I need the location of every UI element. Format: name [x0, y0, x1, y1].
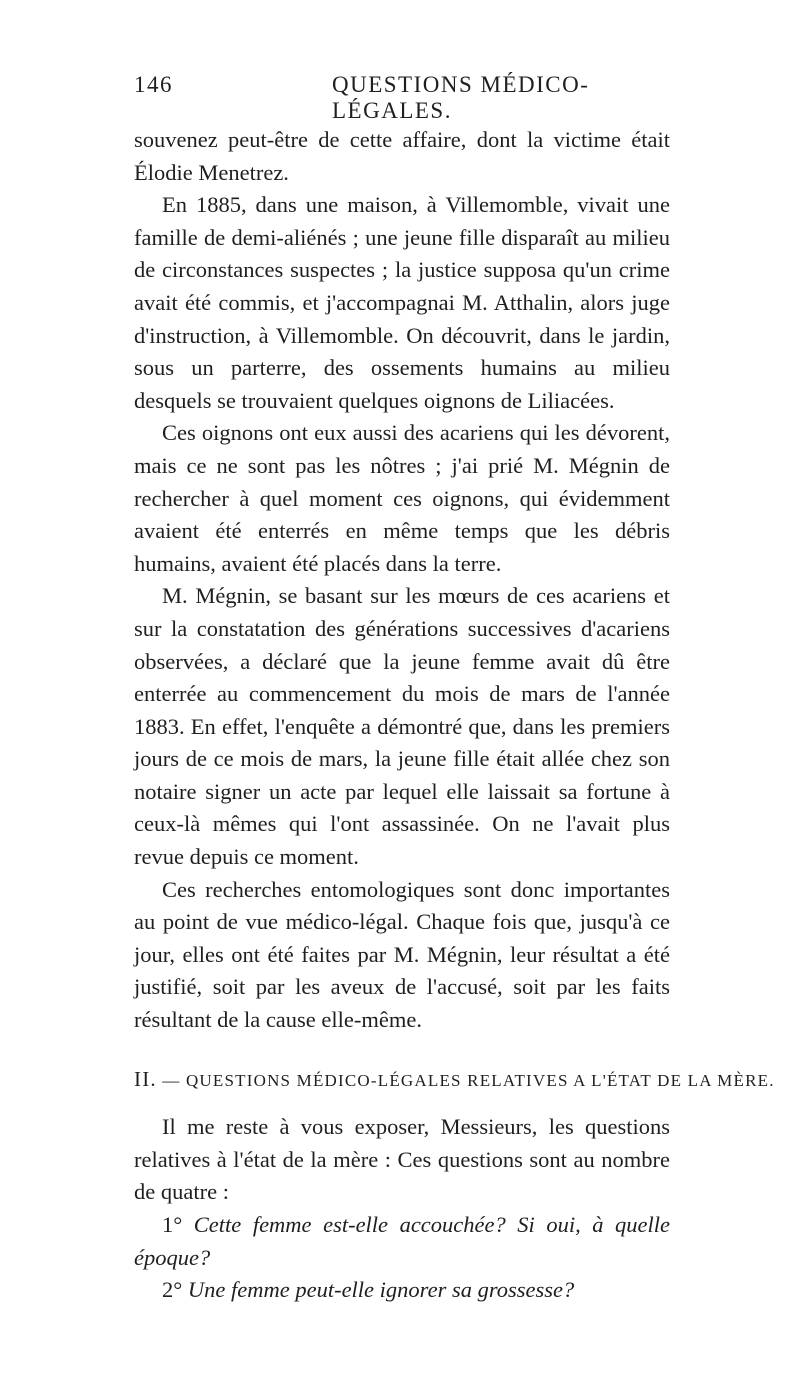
paragraph: En 1885, dans une maison, à Villemomble, vivait une famille de demi-aliénés ; une jeune fille disparaît au milieu de circonstances suspectes ; la justice supposa qu'un crime avait été commis, et j'accompagnai M. Atthalin, alors juge d'instruction, à Villemomble. On découvrit, dans le jardin, sous un parterre, des ossements humains au milieu desquels se trouvaient quelques oignons de Liliacées.: [134, 192, 670, 413]
running-title: QUESTIONS MÉDICO-LÉGALES.: [332, 72, 590, 123]
body-text: [134, 124, 775, 1307]
paragraph: Ces oignons ont eux aussi des acariens qui les dévorent, mais ce ne sont pas les nôtres ; j'ai prié M. Mégnin de rechercher à quel moment ces oignons, qui évidemment avaient été enterrés en même temps que les débris humains, avaient été placés dans la terre.: [134, 420, 670, 576]
page-header: [134, 72, 666, 123]
section-intro: Il me reste à vous exposer, Messieurs, les questions relatives à l'état de la mère : Ces questions sont au nombre de quatre :: [134, 1114, 670, 1205]
question-text: Une femme peut-elle ignorer sa grossesse?: [187, 1277, 575, 1303]
question-number: 1°: [162, 1212, 183, 1237]
paragraph-continuation: souvenez peut-être de cette affaire, dont la victime était Élodie Menetrez.: [134, 127, 670, 185]
question-item: [134, 1209, 670, 1274]
paragraph: Ces recherches entomologiques sont donc importantes au point de vue médico-légal. Chaque fois que, jusqu'à ce jour, elles ont été faites par M. Mégnin, leur résultat a été justifié, soit par les aveux de l'accusé, soit par les faits résultant de la cause elle-même.: [134, 876, 670, 1033]
section-numeral: II.: [134, 1066, 157, 1091]
question-number: 2°: [162, 1277, 183, 1303]
section-title: QUESTIONS MÉDICO-LÉGALES RELATIVES A L'ÉTAT DE LA MÈRE.: [185, 1070, 775, 1090]
question-text: Cette femme est-elle accouchée? Si oui, à quelle époque?: [134, 1212, 671, 1270]
section-dash: —: [162, 1070, 181, 1090]
question-item: [134, 1274, 670, 1307]
page-number: 146: [134, 72, 173, 97]
paragraph: M. Mégnin, se basant sur les mœurs de ces acariens et sur la constatation des générations successives d'acariens observées, a déclaré que la jeune femme avait dû être enterrée au commencement du mois de mars de l'année 1883. En effet, l'enquête a démontré que, dans les premiers jours de ce mois de mars, la jeune fille était allée chez son notaire signer un acte par lequel elle laissait sa fortune à ceux-là mêmes qui l'ont assassinée. On ne l'avait plus revue depuis ce moment.: [134, 583, 670, 870]
section-heading: [134, 1063, 775, 1098]
